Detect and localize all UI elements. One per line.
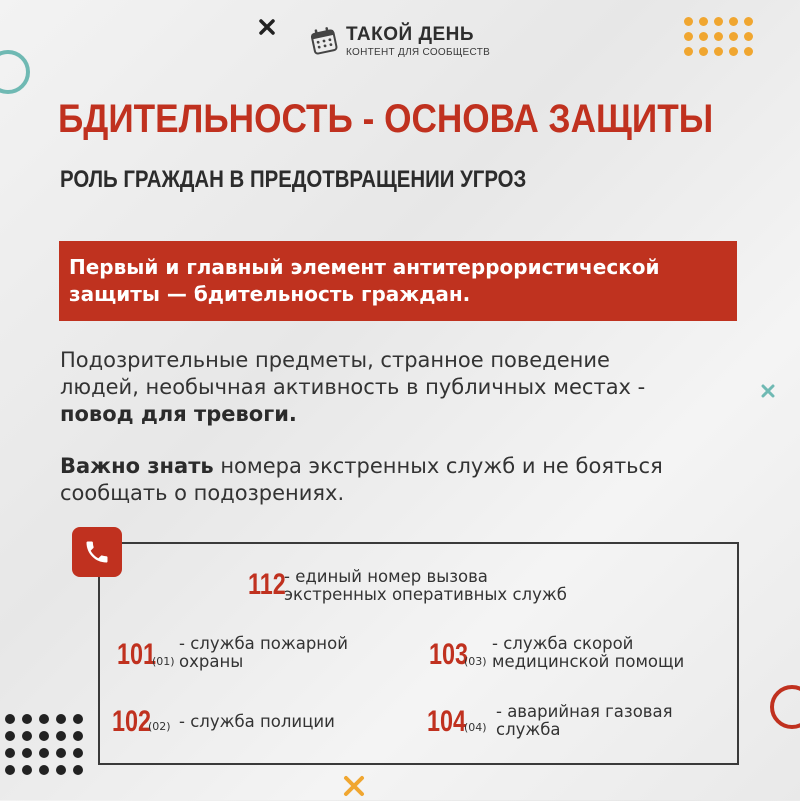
decor-cross-icon [258,18,276,40]
paragraph-1-bold: повод для тревоги. [60,402,297,426]
emergency-desc-line-1: - аварийная газовая [496,702,673,721]
emergency-number: 103 [429,638,469,671]
emergency-item [112,705,392,741]
emergency-number: 102 [112,705,152,738]
decor-gold-dots [684,17,753,56]
emergency-main [248,567,708,607]
emergency-number: 104 [427,705,467,738]
paragraph-warning [60,347,750,428]
phone-icon [72,527,122,577]
decor-gold-cross-icon [343,775,365,801]
emergency-item [427,702,727,742]
emergency-main-line-2: экстренных оперативных служб [284,585,567,604]
paragraph-2-line-2: сообщать о подозрениях. [60,481,345,505]
paragraph-1-line-1: Подозрительные предметы, странное поведение [60,348,610,372]
decor-teal-ring [0,50,30,94]
decor-dark-dots [5,714,83,775]
banner-line-1: Первый и главный элемент антитеррористической [69,255,660,279]
paragraph-2-bold: Важно знать [60,454,214,478]
emergency-desc-line-1: - служба скорой [492,634,634,653]
decor-teal-cross-icon [760,383,776,403]
paragraph-2-line-1: номера экстренных служб и не бояться [213,454,663,478]
emergency-short-code: (03) [464,655,487,668]
page-subtitle: РОЛЬ ГРАЖДАН В ПРЕДОТВРАЩЕНИИ УГРОЗ [60,166,527,193]
emergency-desc-line-1: - служба пожарной [179,634,348,653]
paragraph-1-line-2: людей, необычная активность в публичных местах - [60,375,646,399]
emergency-item [117,634,397,674]
page-title: БДИТЕЛЬНОСТЬ - ОСНОВА ЗАЩИТЫ [58,97,714,141]
paragraph-important [60,453,750,507]
emergency-number: 101 [117,638,157,671]
calendar-icon [306,23,342,59]
emergency-main-number: 112 [248,568,286,601]
emergency-desc-line-2: медицинской помощи [492,652,685,671]
logo-title: ТАКОЙ ДЕНЬ [346,23,475,45]
logo-subtitle: КОНТЕНТ ДЛЯ СООБЩЕСТВ [346,46,491,58]
emergency-desc-line-2: служба [496,720,561,739]
emergency-short-code: (04) [464,721,487,734]
decor-red-ring [770,685,800,729]
emergency-item [429,634,729,674]
emergency-short-code: (02) [148,720,171,733]
banner-line-2: защиты — бдительность граждан. [69,282,471,306]
highlight-banner [59,241,737,321]
emergency-desc-line-1: - служба полиции [179,712,335,731]
emergency-desc-line-2: охраны [179,652,244,671]
brand-logo [306,23,490,59]
emergency-main-line-1: - единый номер вызова [284,567,488,586]
emergency-short-code: (01) [152,655,175,668]
